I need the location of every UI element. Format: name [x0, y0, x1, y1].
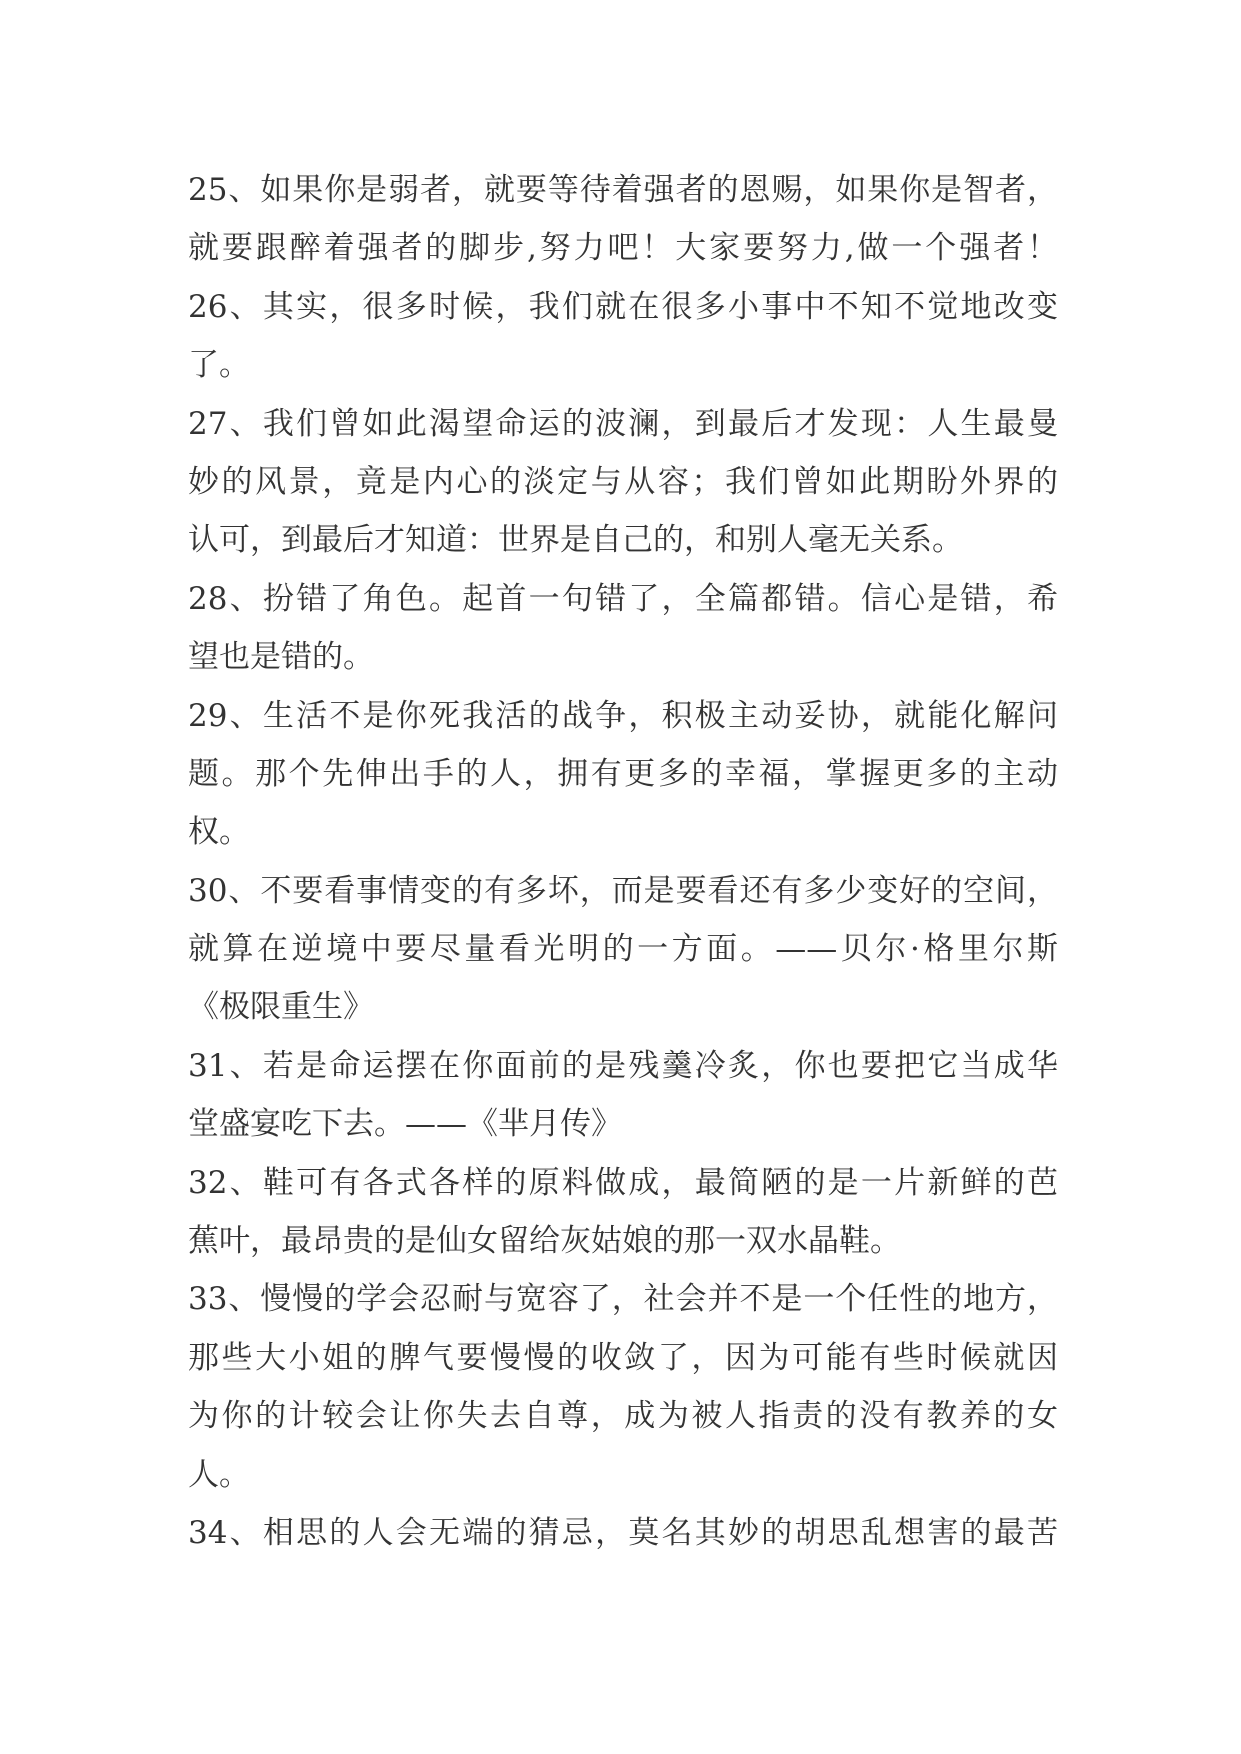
text-line: 《极限重生》: [188, 989, 374, 1026]
text-line: 认可，到最后才知道：世界是自己的，和别人毫无关系。: [188, 522, 963, 559]
document-page: [188, 161, 1058, 1562]
text-line: 32、鞋可有各式各样的原料做成，最简陋的是一片新鲜的芭: [188, 1164, 1058, 1201]
text-line: 堂盛宴吃下去。——《芈月传》: [188, 1106, 622, 1143]
text-line: 30、不要看事情变的有多坏，而是要看还有多少变好的空间，: [188, 872, 1058, 909]
text-line: 了。: [188, 347, 250, 384]
text-line: 29、生活不是你死我活的战争，积极主动妥协，就能化解问: [188, 697, 1058, 734]
text-line: 就算在逆境中要尽量看光明的一方面。——贝尔·格里尔斯: [188, 931, 1058, 968]
text-line: 人。: [188, 1456, 250, 1493]
text-line: 望也是错的。: [188, 639, 374, 676]
text-line: 28、扮错了角色。起首一句错了，全篇都错。信心是错，希: [188, 580, 1058, 617]
text-line: 权。: [188, 814, 250, 851]
text-line: 蕉叶，最昂贵的是仙女留给灰姑娘的那一双水晶鞋。: [188, 1223, 901, 1260]
text-line: 就要跟醉着强者的脚步,努力吧！大家要努力,做一个强者！: [188, 230, 1058, 267]
text-line: 34、相思的人会无端的猜忌，莫名其妙的胡思乱想害的最苦: [188, 1514, 1058, 1551]
text-line: 为你的计较会让你失去自尊，成为被人指责的没有教养的女: [188, 1398, 1058, 1435]
text-line: 那些大小姐的脾气要慢慢的收敛了，因为可能有些时候就因: [188, 1339, 1058, 1376]
text-line: 33、慢慢的学会忍耐与宽容了，社会并不是一个任性的地方，: [188, 1281, 1058, 1318]
text-line: 31、若是命运摆在你面前的是残羹冷炙，你也要把它当成华: [188, 1047, 1058, 1084]
text-line: 25、如果你是弱者，就要等待着强者的恩赐，如果你是智者，: [188, 172, 1058, 208]
text-line: 题。那个先伸出手的人，拥有更多的幸福，掌握更多的主动: [188, 755, 1058, 792]
text-line: 妙的风景，竟是内心的淡定与从容；我们曾如此期盼外界的: [188, 463, 1058, 500]
text-line: 27、我们曾如此渴望命运的波澜，到最后才发现：人生最曼: [188, 405, 1058, 442]
text-line: 26、其实，很多时候，我们就在很多小事中不知不觉地改变: [188, 288, 1058, 325]
